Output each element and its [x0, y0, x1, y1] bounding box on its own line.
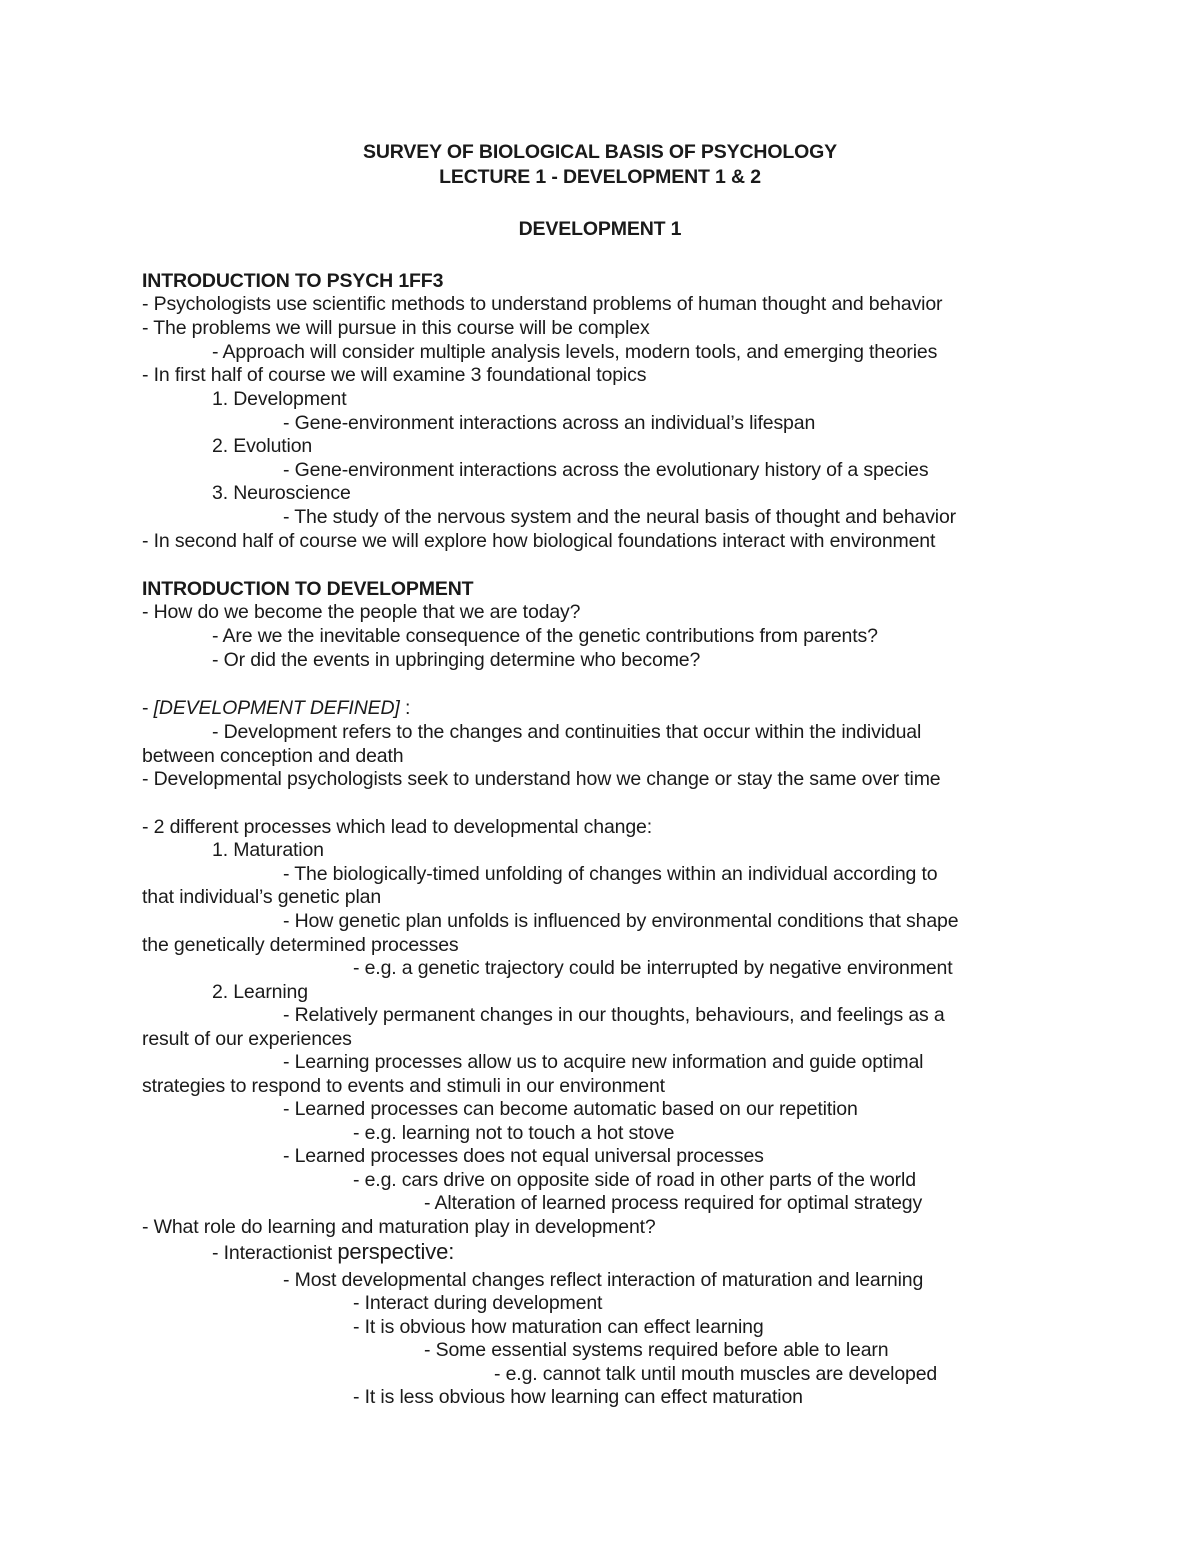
text-line: - Psychologists use scientific methods to understand problems of human thought and behavior [142, 293, 943, 315]
text-line: - Learning processes allow us to acquire new information and guide optimal [283, 1051, 924, 1073]
text-line: - e.g. cars drive on opposite side of road in other parts of the world [353, 1169, 916, 1191]
text-line: - The biologically-timed unfolding of changes within an individual according to [283, 863, 938, 885]
text-line: that individual’s genetic plan [142, 886, 382, 908]
list-item: 2. Evolution [212, 435, 313, 457]
list-item: 1. Maturation [212, 839, 324, 861]
text-line: - Approach will consider multiple analysis levels, modern tools, and emerging theories [212, 341, 938, 363]
perspective-label: perspective: [337, 1239, 455, 1264]
text-line: - The study of the nervous system and the neural basis of thought and behavior [283, 506, 957, 528]
text-line: - It is less obvious how learning can effect maturation [353, 1386, 803, 1408]
text-line: - Learned processes does not equal universal processes [283, 1145, 764, 1167]
text-line: - How genetic plan unfolds is influenced by environmental conditions that shape [283, 910, 959, 932]
text-line: strategies to respond to events and stimuli in our environment [142, 1075, 665, 1097]
text-line: - 2 different processes which lead to developmental change: [142, 816, 653, 838]
text-line: - Learned processes can become automatic based on our repetition [283, 1098, 858, 1120]
definition-term: [DEVELOPMENT DEFINED] [153, 697, 400, 719]
text-line: - Are we the inevitable consequence of the genetic contributions from parents? [212, 625, 878, 647]
text-line: - Some essential systems required before able to learn [424, 1339, 889, 1361]
definition-suffix: : [399, 697, 411, 719]
text-line: - Gene-environment interactions across the evolutionary history of a species [283, 459, 929, 481]
text-line: - Most developmental changes reflect interaction of maturation and learning [283, 1269, 924, 1291]
text-line: - Developmental psychologists seek to understand how we change or stay the same over time [142, 768, 941, 790]
list-item: 1. Development [212, 388, 347, 410]
heading-intro-development: INTRODUCTION TO DEVELOPMENT [142, 578, 474, 600]
text-line: - e.g. a genetic trajectory could be interrupted by negative environment [353, 957, 953, 979]
text-line: result of our experiences [142, 1028, 352, 1050]
text-line: - The problems we will pursue in this course will be complex [142, 317, 650, 339]
text-line: - Relatively permanent changes in our thoughts, behaviours, and feelings as a [283, 1004, 945, 1026]
text-line: - It is obvious how maturation can effect learning [353, 1316, 764, 1338]
text-line: - Interact during development [353, 1292, 603, 1314]
definition-prefix: - [142, 697, 154, 719]
text-line: - e.g. cannot talk until mouth muscles are developed [494, 1363, 938, 1385]
interactionist-label: - Interactionist [212, 1242, 338, 1264]
text-line: - Or did the events in upbringing determine who become? [212, 649, 701, 671]
list-item: 2. Learning [212, 981, 308, 1003]
list-item: 3. Neuroscience [212, 482, 351, 504]
text-line: - In first half of course we will examine 3 foundational topics [142, 364, 647, 386]
document-title: SURVEY OF BIOLOGICAL BASIS OF PSYCHOLOGY [363, 141, 837, 163]
text-line: - e.g. learning not to touch a hot stove [353, 1122, 675, 1144]
text-line: - How do we become the people that we are today? [142, 601, 581, 623]
text-line: - What role do learning and maturation play in development? [142, 1216, 656, 1238]
text-line: - Development refers to the changes and continuities that occur within the individual [212, 721, 922, 743]
lecture-subtitle: LECTURE 1 - DEVELOPMENT 1 & 2 [439, 166, 761, 188]
text-line: - In second half of course we will explore how biological foundations interact with environment [142, 530, 936, 552]
text-line: - Gene-environment interactions across an individual’s lifespan [283, 412, 816, 434]
text-line [212, 1240, 454, 1265]
heading-intro-psych: INTRODUCTION TO PSYCH 1FF3 [142, 270, 444, 292]
section-title: DEVELOPMENT 1 [518, 218, 682, 240]
definition-line [142, 697, 410, 720]
text-line: - Alteration of learned process required for optimal strategy [424, 1192, 923, 1214]
text-line: between conception and death [142, 745, 404, 767]
text-line: the genetically determined processes [142, 934, 459, 956]
